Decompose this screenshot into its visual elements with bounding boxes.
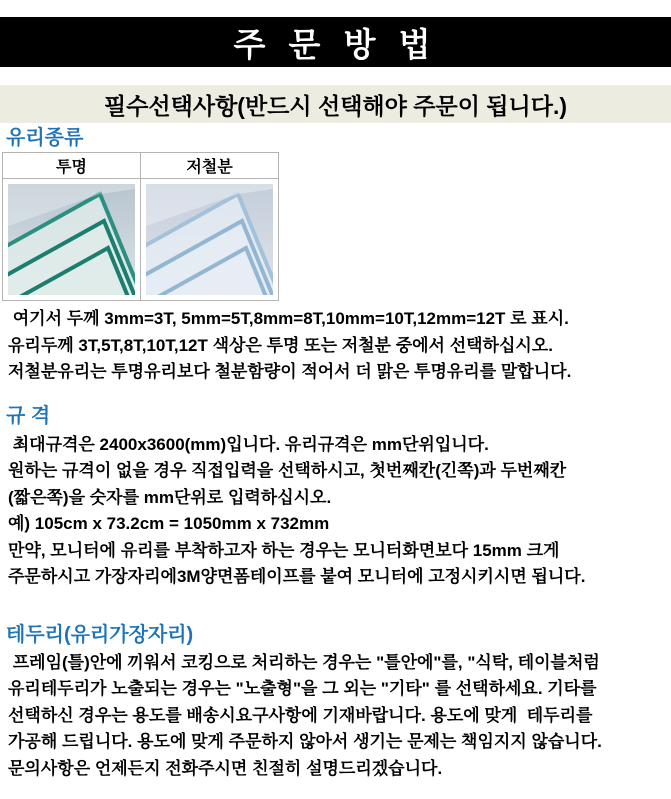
- section-heading-glass-type: 유리종류: [6, 127, 84, 149]
- section-heading-edge: 테두리(유리가장자리): [6, 623, 194, 646]
- text-line: 저철분유리는 투명유리보다 철분함량이 적어서 더 맑은 투명유리를 말합니다.: [8, 362, 572, 381]
- text-line: 선택하신 경우는 용도를 배송시요구사항에 기재바랍니다. 용도에 맞게 테두리를: [8, 705, 593, 725]
- text-line: 유리테두리가 노출되는 경우는 "노출형"을 그 외는 "기타" 를 선택하세요. 기타를: [8, 679, 597, 698]
- glass-type-description: [0, 306, 671, 386]
- text-line: 최대규격은 2400x3600(mm)입니다. 유리규격은 mm단위입니다.: [8, 434, 489, 454]
- column-header-clear: 투명: [3, 153, 141, 179]
- low-iron-glass-image: [146, 184, 273, 295]
- order-info-page: [0, 17, 671, 799]
- section-heading-size: 규 격: [6, 404, 51, 427]
- glass-type-table: [2, 152, 279, 301]
- clear-glass-image: [8, 184, 135, 295]
- text-line: 프레임(틀)안에 끼워서 코킹으로 처리하는 경우는 "틀안에"를, "식탁, 테이블처럼: [8, 652, 600, 672]
- required-selection-notice: 필수선택사항(반드시 선택해야 주문이 됩니다.): [0, 85, 671, 123]
- size-description: [0, 432, 671, 591]
- page-title: 주 문 방 법: [0, 17, 671, 67]
- text-line: 원하는 규격이 없을 경우 직접입력을 선택하시고, 첫번째칸(긴쪽)과 두번째칸: [8, 461, 567, 480]
- text-line: 만약, 모니터에 유리를 부착하고자 하는 경우는 모니터화면보다 15mm 크게: [8, 540, 560, 560]
- column-header-low-iron: 저철분: [141, 153, 279, 179]
- text-line: 여기서 두께 3mm=3T, 5mm=5T,8mm=8T,10mm=10T,12mm=12T 로 표시.: [8, 309, 569, 328]
- clear-glass-cell: [3, 179, 141, 301]
- text-line: 주문하시고 가장자리에3M양면폼테이프를 붙여 모니터에 고정시키시면 됩니다.: [8, 567, 586, 586]
- low-iron-glass-cell: [141, 179, 279, 301]
- text-line: 문의사항은 언제든지 전화주시면 친절히 설명드리겠습니다.: [8, 758, 443, 778]
- text-line: (짧은쪽)을 숫자를 mm단위로 입력하십시오.: [8, 487, 332, 507]
- text-line: 유리두께 3T,5T,8T,10T,12T 색상은 투명 또는 저철분 중에서 선택하십시오.: [8, 335, 553, 355]
- glass-type-header-row: [3, 153, 279, 179]
- edge-description: [0, 650, 671, 783]
- text-line: 가공해 드립니다. 용도에 맞게 주문하지 않아서 생기는 문제는 책임지지 않습니다.: [8, 732, 602, 751]
- text-line: 예) 105cm x 73.2cm = 1050mm x 732mm: [8, 514, 330, 533]
- glass-type-image-row: [3, 179, 279, 301]
